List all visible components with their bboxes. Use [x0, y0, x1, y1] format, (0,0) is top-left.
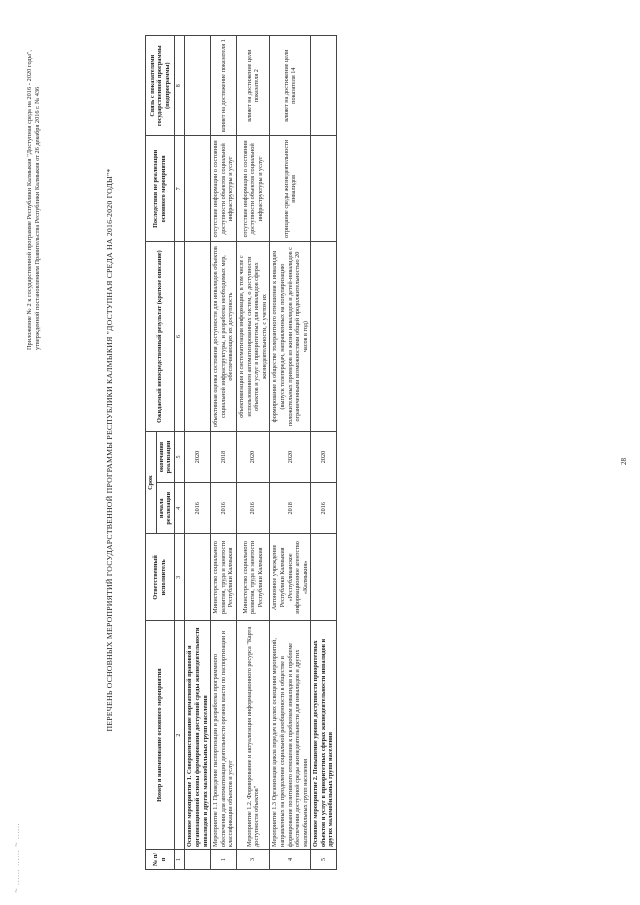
table-row [236, 36, 269, 870]
row-number: 4 [270, 849, 311, 869]
consequences-cell [311, 136, 337, 242]
header-row [146, 36, 157, 870]
end-year: 2020 [236, 431, 269, 482]
end-year: 2020 [311, 431, 337, 482]
column-number: 3 [174, 534, 185, 621]
column-number: 4 [174, 483, 185, 534]
header-result: Ожидаемый непосредственный результат (краткое описание) [146, 242, 175, 432]
row-number: 5 [311, 849, 337, 869]
column-number: 6 [174, 242, 185, 432]
consequences-cell: отсутствие информации о состоянии доступности объектов социальной инфраструктуры и услуг [211, 136, 237, 242]
column-number: 7 [174, 136, 185, 242]
expected-result [311, 242, 337, 432]
executor-cell: Автономное учреждение Республики Калмыкия «Республиканское информационное агентство «Калмыкия» [270, 534, 311, 621]
column-numbers-row [174, 36, 185, 870]
end-year: 2020 [270, 431, 311, 482]
executor-cell [311, 534, 337, 621]
row-number: 3 [236, 849, 269, 869]
table-row [311, 36, 337, 870]
expected-result: формирование в обществе толерантного отношения к инвалидам (выпуск телепередач, направленных на популяризацию положительных примеров из жизни инвалидов и детей-инвалидов с ограниченными возможностями общей продолжительностью 20 часов в год) [270, 242, 311, 432]
column-number: 1 [174, 849, 185, 869]
measure-name: Основное мероприятие 1. Совершенствование нормативной правовой и организационной основы формирования доступной среды жизнедеятельности инвалидов и других маломобильных групп населения [185, 621, 211, 850]
column-number: 5 [174, 431, 185, 482]
header-link: Связь с показателями государственной программы (подпрограммы) [146, 36, 175, 136]
indicator-link: влияет на достижение цели показателя 14 [270, 36, 311, 136]
column-number: 8 [174, 36, 185, 136]
consequences-cell: отсутствие информации о состоянии доступности объектов социальной инфраструктуры и услуг [236, 136, 269, 242]
header-term: Срок [146, 431, 157, 534]
column-number: 2 [174, 621, 185, 850]
header-executor: Ответственный исполнитель [146, 534, 175, 621]
executor-cell [185, 534, 211, 621]
indicator-link [311, 36, 337, 136]
end-year: 2018 [211, 431, 237, 482]
end-year: 2020 [185, 431, 211, 482]
indicator-link: влияет на достижение цели показателя 2 [236, 36, 269, 136]
row-number: 1 [211, 849, 237, 869]
header-consequences: Последствия не реализации основного мероприятия [146, 136, 175, 242]
header-start: начала реализации [156, 483, 174, 534]
measure-name: Мероприятие 1.2. Формирование и актуализация информационного ресурса "Карта доступности объектов" [236, 621, 269, 850]
table-row [185, 36, 211, 870]
start-year: 2016 [236, 483, 269, 534]
indicator-link [185, 36, 211, 136]
table-row [270, 36, 311, 870]
table-body [185, 36, 337, 870]
row-number [185, 849, 211, 869]
consequences-cell: отрицание среды жизнедеятельности инвалидов [270, 136, 311, 242]
scan-mark: ~ ...... ...... ~ ...... [12, 822, 21, 893]
start-year: 2016 [311, 483, 337, 534]
executor-cell: Министерство социального развития, труда и занятости Республики Калмыкия [236, 534, 269, 621]
header-name: Номер и наименование основного мероприятия [146, 621, 175, 850]
header-num: № п/п [146, 849, 175, 869]
appendix-note: Приложение № 2 к государственной программе Республики Калмыкия "Доступная среда на 2016 - 2020 годы", утвержденной постановлением Правительства Республики Калмыкия от 26 декабря 2016 г. № 436 [26, 50, 42, 350]
start-year: 2016 [211, 483, 237, 534]
consequences-cell [185, 136, 211, 242]
expected-result: объективная оценка состояния доступности для инвалидов объектов социальной инфраструктуры, и разработка необходимых мер, обеспечивающих их доступность [211, 242, 237, 432]
document-title: ПЕРЕЧЕНЬ ОСНОВНЫХ МЕРОПРИЯТИЙ ГОСУДАРСТВЕННОЙ ПРОГРАММЫ РЕСПУБЛИКИ КАЛМЫКИЯ "ДОСТУПНАЯ СРЕДА НА 2016-2020 ГОДЫ"* [105, 168, 114, 732]
header-end: окончания реализации [156, 431, 174, 482]
measure-name: Основное мероприятие 2. Повышение уровня доступности приоритетных объектов и услуг в приоритетных сферах жизнедеятельности инвалидов и других маломобильных групп населения [311, 621, 337, 850]
expected-result: объективизация и систематизация информации, в том числе с использованием автоматизированных систем, о доступности объектов и услуг в приоритетных для инвалидов сферах жизнедеятельности, с учетом их [236, 242, 269, 432]
measures-table [145, 35, 337, 870]
expected-result [185, 242, 211, 432]
indicator-link: влияет на достижение показателя 1 [211, 36, 237, 136]
page-number: 28 [620, 458, 628, 465]
start-year: 2018 [270, 483, 311, 534]
start-year: 2016 [185, 483, 211, 534]
table-row [211, 36, 237, 870]
executor-cell: Министерство социального развития, труда и занятости Республики Калмыкия [211, 534, 237, 621]
measure-name: Мероприятие 1.1 Проведение паспортизации и разработка программного обеспечения для автоматизации деятельности органов власти по паспортизации и классификации объектов и услуг [211, 621, 237, 850]
measure-name: Мероприятие 1.3 Организация цикла передач в целях освещения мероприятий, направленных на преодоление социальной разобщенности в обществе и формирование позитивного отношения к проблемам инвалидов и к проблеме обеспечения доступной среды жизнедеятельности для инвалидов и других маломобильных групп населения [270, 621, 311, 850]
